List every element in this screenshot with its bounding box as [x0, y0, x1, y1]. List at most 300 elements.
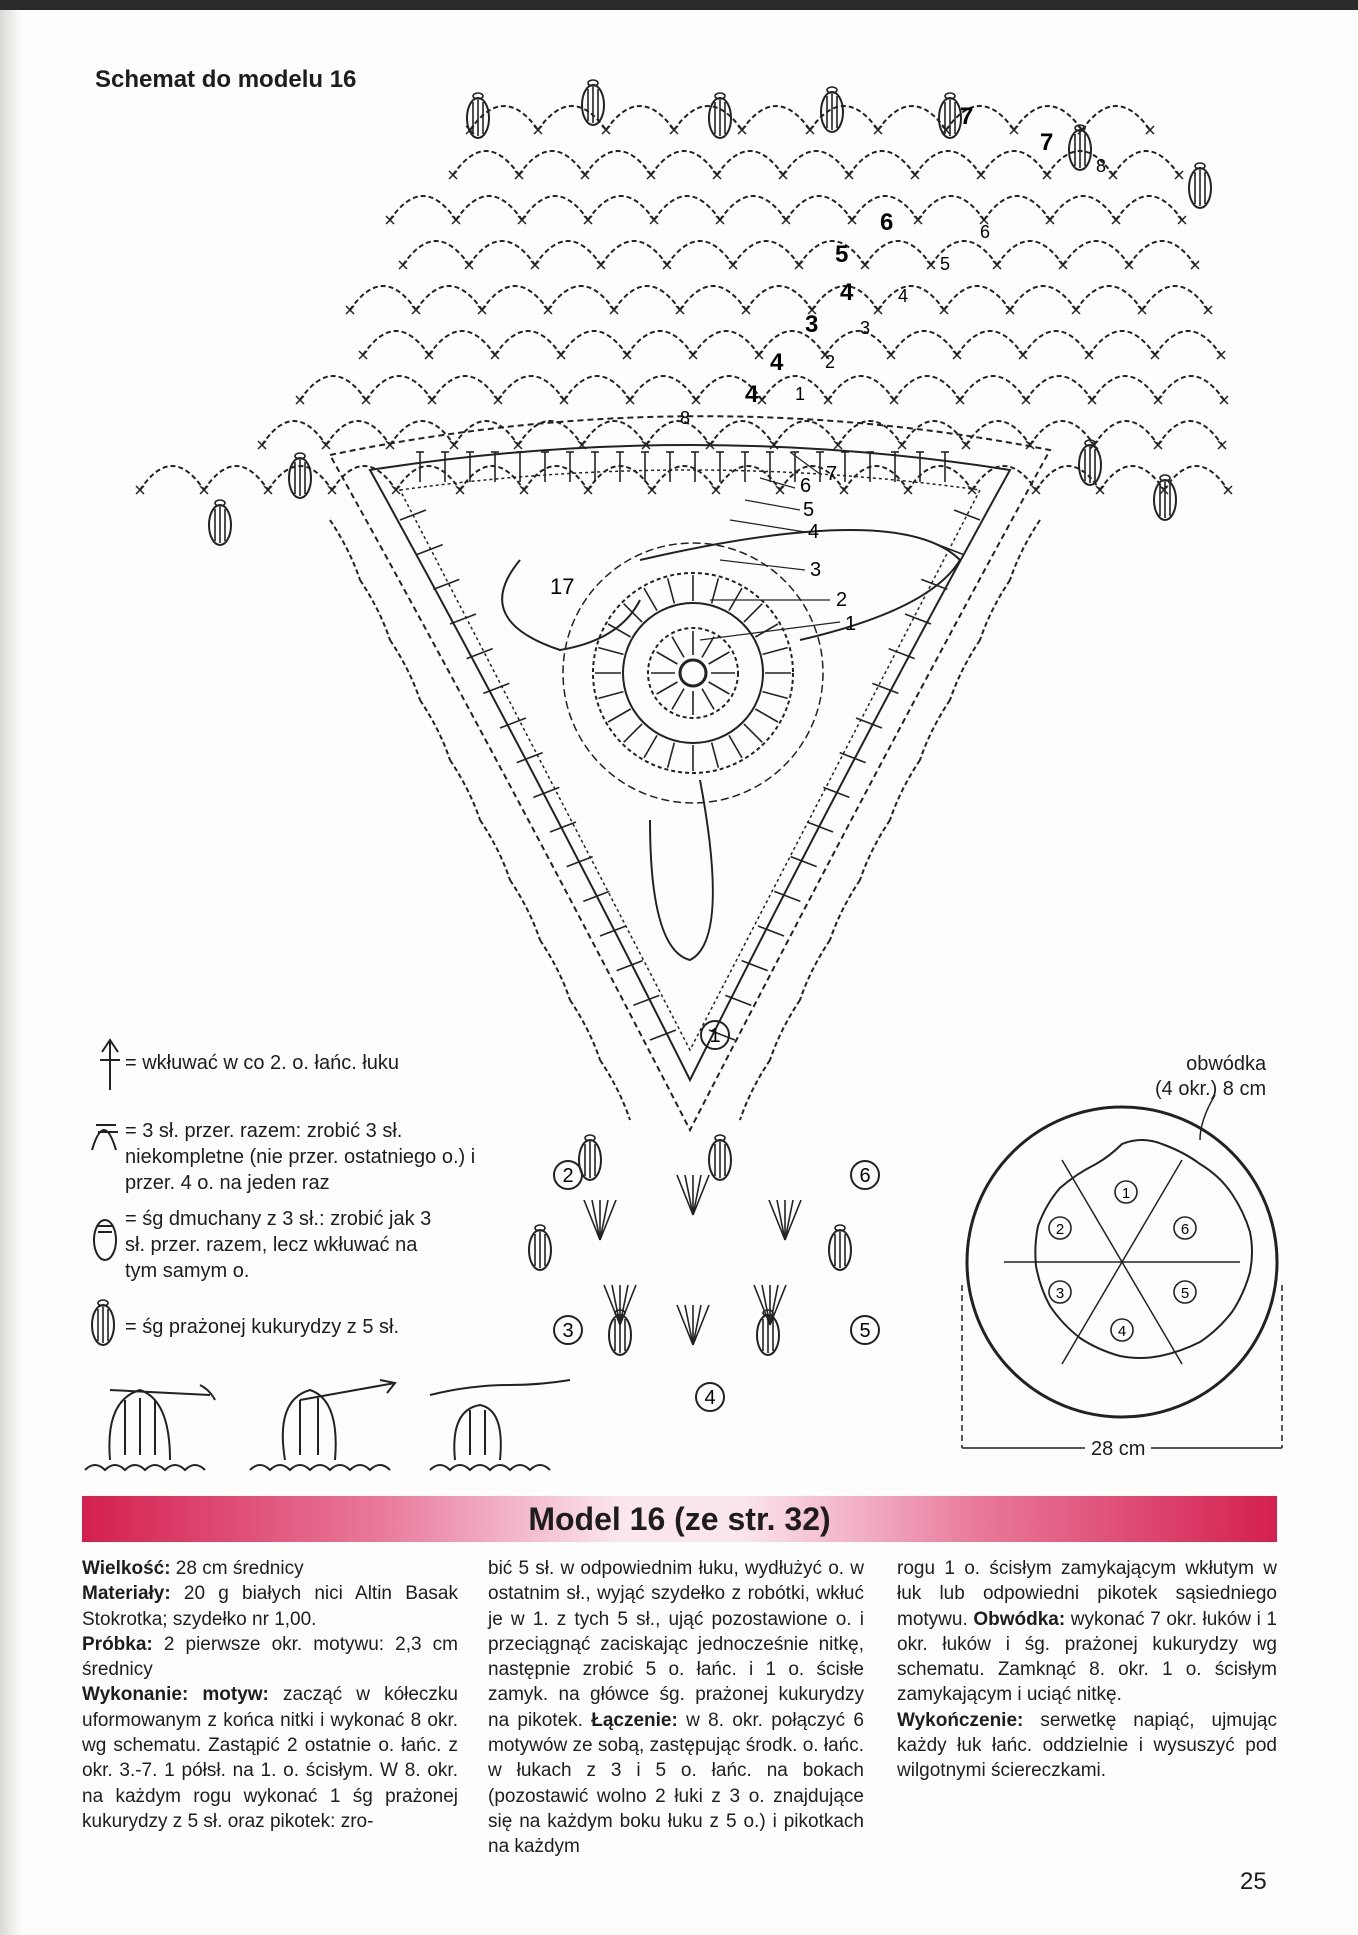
row-number: 4 — [770, 349, 784, 376]
single-crochet-mark — [399, 261, 407, 269]
chain-arc — [849, 151, 915, 175]
single-crochet-mark — [557, 351, 565, 359]
single-crochet-mark — [412, 306, 420, 314]
chain-arc — [957, 331, 1023, 355]
motif-number-marker — [696, 1383, 724, 1411]
single-crochet-mark — [676, 306, 684, 314]
chain-arc — [432, 376, 498, 400]
sample-label: Próbka: — [82, 1633, 153, 1655]
single-crochet-mark — [392, 486, 400, 494]
chain-arc — [482, 286, 548, 310]
single-crochet-mark — [742, 306, 750, 314]
center-spoke — [702, 689, 714, 710]
chain-arc — [561, 331, 627, 355]
fan-stitch — [584, 1200, 600, 1240]
work-paragraph-cont — [488, 1556, 864, 1860]
join-value-cont: rogu 1 o. ścisłym zamykającym wkłutym w łuk lub odpowiedni pikotek sąsiedniego motywu. — [897, 1558, 1277, 1630]
chain-arc — [960, 376, 1026, 400]
popcorn-stitch — [582, 80, 604, 125]
single-crochet-mark — [758, 396, 766, 404]
chain-arc — [1050, 196, 1116, 220]
center-spoke — [657, 682, 678, 694]
chain-arc — [396, 466, 460, 490]
chain-arc — [1082, 106, 1150, 130]
legend-item-3dc-together: = 3 sł. przer. razem: zrobić 3 sł. niekompletne (nie przer. ostatniego o.) i przer. 4 o. na jeden raz — [125, 1120, 476, 1194]
single-crochet-mark — [840, 486, 848, 494]
legend-item-popcorn: = śg prażonej kukurydzy z 5 sł. — [125, 1316, 400, 1338]
chain-arc — [980, 580, 1010, 640]
row-number: 3 — [860, 318, 871, 338]
chain-arc — [522, 196, 588, 220]
motif-number-marker — [701, 1021, 729, 1049]
inset-schematic — [962, 1095, 1282, 1448]
single-crochet-mark — [136, 486, 144, 494]
chain-arc — [614, 286, 680, 310]
round-stitch — [668, 743, 675, 768]
work-paragraph — [82, 1682, 458, 1834]
fan-stitch — [685, 1175, 693, 1215]
schema-title: Schemat do modelu 16 — [95, 66, 357, 93]
chain-arc — [1026, 376, 1092, 400]
round-stitch — [598, 692, 623, 699]
single-crochet-mark — [428, 396, 436, 404]
single-crochet-mark — [491, 351, 499, 359]
chain-arc — [1076, 286, 1142, 310]
single-crochet-mark — [914, 216, 922, 224]
chain-arc — [651, 151, 717, 175]
chain-arc — [390, 196, 456, 220]
round-stitch — [644, 588, 657, 611]
single-crochet-mark — [200, 486, 208, 494]
inset-width-label: 28 cm — [1085, 1438, 1151, 1461]
round-stitch — [598, 648, 623, 655]
single-crochet-mark — [887, 351, 895, 359]
single-crochet-mark — [650, 216, 658, 224]
instructions-column-3 — [897, 1556, 1277, 1784]
svg-text:5: 5 — [1180, 1285, 1190, 1302]
single-crochet-mark — [927, 261, 935, 269]
chain-arc — [1023, 331, 1089, 355]
single-crochet-mark — [647, 171, 655, 179]
popcorn-stitch — [757, 1310, 779, 1355]
chain-arc — [1142, 286, 1208, 310]
single-crochet-mark — [1146, 126, 1154, 134]
single-crochet-mark — [560, 396, 568, 404]
svg-text:6: 6 — [1180, 1221, 1190, 1238]
double-crochet-stitch — [954, 510, 980, 520]
size-value: 28 cm średnicy — [170, 1558, 304, 1579]
single-crochet-mark — [898, 441, 906, 449]
chain-arc — [680, 286, 746, 310]
single-crochet-mark — [1019, 351, 1027, 359]
chain-arc — [1010, 520, 1040, 580]
single-crochet-mark — [712, 486, 720, 494]
round-stitch — [729, 588, 742, 611]
row-number: 4 — [840, 279, 854, 306]
chain-arc — [480, 820, 510, 880]
join-paragraph-cont — [897, 1556, 1277, 1708]
materials-paragraph — [82, 1581, 458, 1632]
center-spoke — [709, 652, 730, 664]
center-spoke — [672, 689, 684, 710]
single-crochet-mark — [776, 486, 784, 494]
chain-arc — [1030, 421, 1094, 445]
single-crochet-mark — [597, 261, 605, 269]
single-crochet-mark — [713, 171, 721, 179]
single-crochet-mark — [1072, 306, 1080, 314]
fan-stitch — [693, 1175, 709, 1215]
svg-text:2: 2 — [1055, 1221, 1065, 1238]
single-crochet-mark — [670, 126, 678, 134]
chain-arc — [564, 376, 630, 400]
chain-arc — [654, 196, 720, 220]
single-crochet-mark — [953, 351, 961, 359]
single-crochet-mark — [738, 126, 746, 134]
chain-arc — [330, 520, 360, 580]
join-label: Łączenie: — [591, 1709, 678, 1731]
instructions-column-2 — [488, 1556, 864, 1860]
popcorn-stitch — [1069, 125, 1091, 170]
stitch-illustrations — [85, 1380, 570, 1470]
double-crochet-stitch — [758, 926, 784, 936]
chain-arc — [300, 376, 366, 400]
chain-arc — [495, 331, 561, 355]
chain-arc — [894, 376, 960, 400]
single-crochet-mark — [1191, 261, 1199, 269]
model-title: Model 16 (ze str. 32) — [528, 1501, 831, 1537]
chain-arc — [1063, 241, 1129, 265]
svg-text:3: 3 — [1055, 1285, 1065, 1302]
popcorn-stitch — [209, 500, 231, 545]
leaf-loop-bottom — [650, 780, 713, 960]
single-crochet-mark — [689, 351, 697, 359]
row-number: 3 — [810, 559, 822, 581]
chain-arc — [915, 151, 981, 175]
single-crochet-mark — [296, 396, 304, 404]
fan-stitch — [620, 1285, 636, 1325]
fan-stitch — [769, 1200, 785, 1240]
single-crochet-mark — [993, 261, 1001, 269]
chain-arc — [799, 241, 865, 265]
single-crochet-mark — [544, 306, 552, 314]
border-label: Obwódka: — [973, 1608, 1066, 1630]
single-crochet-mark — [1043, 171, 1051, 179]
single-crochet-mark — [610, 306, 618, 314]
round-stitch — [729, 735, 742, 758]
fan-stitch — [600, 1200, 616, 1240]
chain-arc — [1158, 376, 1224, 400]
chain-arc — [469, 241, 535, 265]
chain-arc — [865, 241, 931, 265]
motif-triangle-outer — [330, 416, 1050, 1130]
round-stitch — [763, 648, 788, 655]
motif-number-marker — [554, 1161, 582, 1189]
work-value: zacząć w kółeczku uformowanym z końca nitki i wykonać 8 okr. wg schematu. Zastąpić 2 ostatnie o. łańc. z okr. 3.-7. 1 półsł. na 1. o. ścisłym. W 8. okr. na każdym rogu wykonać 1 śg prażonej kukurydzy z 5 sł. oraz pikotek: zro- — [82, 1684, 458, 1832]
fan-stitch — [677, 1175, 693, 1215]
row-number: 8 — [680, 408, 691, 428]
size-label: Wielkość: — [82, 1558, 171, 1579]
single-crochet-mark — [1178, 216, 1186, 224]
round-stitch — [744, 604, 762, 622]
row-number: 4 — [808, 521, 820, 543]
chain-arc — [770, 1000, 800, 1060]
fan-stitch — [604, 1285, 620, 1325]
chain-arc — [1092, 376, 1158, 400]
single-crochet-mark — [452, 216, 460, 224]
chain-arc — [908, 466, 972, 490]
chain-arc — [646, 421, 710, 445]
motif-number-marker — [851, 1316, 879, 1344]
single-crochet-mark — [1204, 306, 1212, 314]
fan-stitch — [693, 1175, 701, 1215]
chain-arc — [332, 466, 396, 490]
row-number: 7 — [826, 463, 838, 485]
popcorn-stitch — [709, 93, 731, 138]
chain-arc — [366, 376, 432, 400]
row-number: 5 — [803, 499, 815, 521]
chain-arc — [890, 760, 920, 820]
inset-motif-number — [1111, 1319, 1133, 1341]
chain-arc — [786, 196, 852, 220]
chain-arc — [891, 331, 957, 355]
svg-text:6: 6 — [859, 1165, 871, 1187]
inset-motif-number — [1049, 1281, 1071, 1303]
chain-arc — [742, 106, 810, 130]
chain-arc — [535, 241, 601, 265]
chain-arc — [946, 106, 1014, 130]
round-stitch — [668, 578, 675, 603]
single-crochet-mark — [584, 486, 592, 494]
round-stitch — [763, 692, 788, 699]
row-number: 2 — [825, 352, 836, 372]
single-crochet-mark — [450, 441, 458, 449]
chain-arc — [540, 940, 570, 1000]
single-crochet-mark — [1059, 261, 1067, 269]
single-crochet-mark — [465, 261, 473, 269]
chain-arc — [783, 151, 849, 175]
single-crochet-mark — [1151, 351, 1159, 359]
chain-arc — [950, 640, 980, 700]
finish-label: Wykończenie: — [897, 1709, 1024, 1731]
chain-arc — [878, 286, 944, 310]
single-crochet-mark — [328, 486, 336, 494]
single-crochet-mark — [874, 306, 882, 314]
inset-motif-number — [1174, 1217, 1196, 1239]
single-crochet-mark — [1125, 261, 1133, 269]
popcorn-stitch — [1189, 163, 1211, 208]
row-number: 5 — [835, 241, 849, 268]
single-crochet-mark — [386, 216, 394, 224]
chain-arc — [740, 1060, 770, 1120]
finish-value: serwetkę napiąć, ujmując każdy łuk łańc. oddzielnie i wysuszyć pod wilgotnymi ściereczkami. — [897, 1709, 1277, 1782]
motif-triangle-mid — [400, 470, 980, 1050]
single-crochet-mark — [449, 171, 457, 179]
chain-arc — [453, 151, 519, 175]
fan-stitch — [685, 1305, 693, 1345]
single-crochet-mark — [518, 216, 526, 224]
single-crochet-mark — [648, 486, 656, 494]
row-number: 3 — [805, 311, 819, 338]
inset-motif-number — [1049, 1217, 1071, 1239]
chain-arc — [828, 376, 894, 400]
row-number: 7 — [1040, 129, 1054, 156]
motif-number-marker — [851, 1161, 879, 1189]
chain-arc — [830, 880, 860, 940]
center-spoke — [709, 682, 730, 694]
chain-arc — [984, 196, 1050, 220]
chain-arc — [606, 106, 674, 130]
chain-arc — [1113, 151, 1179, 175]
single-crochet-mark — [346, 306, 354, 314]
chain-arc — [1155, 331, 1221, 355]
chain-arc — [350, 286, 416, 310]
single-crochet-mark — [362, 396, 370, 404]
inset-motif-number — [1174, 1281, 1196, 1303]
double-crochet-stitch — [517, 753, 543, 763]
popcorn-stitch — [1079, 440, 1101, 485]
round-stitch — [624, 724, 642, 742]
row-number: 2 — [836, 589, 848, 611]
single-crochet-mark — [1217, 351, 1225, 359]
chain-arc — [710, 421, 774, 445]
chain-arc — [582, 421, 646, 445]
row-number: 8 — [1096, 156, 1107, 176]
single-crochet-mark — [692, 396, 700, 404]
popcorn-stitch — [609, 1310, 631, 1355]
inset-motif-number — [1115, 1181, 1137, 1203]
chain-arc — [326, 421, 390, 445]
single-crochet-mark — [1224, 486, 1232, 494]
double-crochet-stitch — [650, 1030, 676, 1040]
single-crochet-mark — [1088, 396, 1096, 404]
chain-arc — [1129, 241, 1195, 265]
single-crochet-mark — [1154, 441, 1162, 449]
instructions-column-1 — [82, 1556, 458, 1834]
single-crochet-mark — [1046, 216, 1054, 224]
chain-arc — [997, 241, 1063, 265]
chain-arc — [585, 151, 651, 175]
materials-value: 20 g białych nici Altin Basak Stokrotka; szydełko nr 1,00. — [82, 1583, 458, 1630]
single-crochet-mark — [456, 486, 464, 494]
chain-arc — [902, 421, 966, 445]
chain-arc — [140, 466, 204, 490]
legend-item-puff-stitch: = śg dmuchany z 3 sł.: zrobić jak 3 sł. przer. razem, lecz wkłuwać na tym samym o. — [125, 1208, 432, 1282]
single-crochet-mark — [1112, 216, 1120, 224]
fan-stitch — [693, 1305, 709, 1345]
single-crochet-mark — [581, 171, 589, 179]
single-crochet-mark — [514, 441, 522, 449]
chain-arc — [844, 466, 908, 490]
single-crochet-mark — [359, 351, 367, 359]
svg-text:5: 5 — [859, 1320, 871, 1342]
single-crochet-mark — [322, 441, 330, 449]
single-crochet-mark — [264, 486, 272, 494]
single-crochet-mark — [1096, 486, 1104, 494]
page-number: 25 — [1240, 1868, 1267, 1895]
single-crochet-mark — [911, 171, 919, 179]
single-crochet-mark — [779, 171, 787, 179]
single-crochet-mark — [729, 261, 737, 269]
chain-arc — [470, 106, 538, 130]
chain-arc — [518, 421, 582, 445]
popcorn-stitch — [829, 1225, 851, 1270]
single-crochet-mark — [1138, 306, 1146, 314]
single-crochet-mark — [425, 351, 433, 359]
chain-arc — [524, 466, 588, 490]
single-crochet-mark — [890, 396, 898, 404]
round-stitch — [712, 743, 719, 768]
popcorn-stitch — [709, 1135, 731, 1180]
round-stitch — [755, 709, 778, 722]
single-crochet-mark — [584, 216, 592, 224]
round-stitch — [644, 735, 657, 758]
svg-text:4: 4 — [704, 1387, 716, 1409]
chain-arc — [981, 151, 1047, 175]
single-crochet-mark — [1032, 486, 1040, 494]
chain-arc — [627, 331, 693, 355]
chain-arc — [262, 421, 326, 445]
chain-arc — [548, 286, 614, 310]
fan-stitch — [600, 1200, 608, 1240]
chain-arc — [450, 760, 480, 820]
single-crochet-mark — [940, 306, 948, 314]
single-crochet-mark — [623, 351, 631, 359]
row-number: 4 — [745, 381, 759, 408]
row-number: 1 — [795, 384, 806, 404]
join-value: w 8. okr. połączyć 6 motywów ze sobą, zastępując środk. o. łańc. w łukach z 3 i 5 o. łańc. na bokach (pozostawić wolno 2 łuki z 3 o. znajdujące się na każdym boku łuku z 5 o.) i pikotkach na każdym — [488, 1709, 864, 1858]
single-crochet-mark — [962, 441, 970, 449]
chain-arc — [860, 820, 890, 880]
single-crochet-mark — [904, 486, 912, 494]
chain-arc — [510, 880, 540, 940]
single-crochet-mark — [795, 261, 803, 269]
row-number: 1 — [845, 613, 857, 635]
chain-arc — [363, 331, 429, 355]
work-label: Wykonanie: motyw: — [82, 1684, 269, 1706]
single-crochet-mark — [861, 261, 869, 269]
single-crochet-mark — [1220, 396, 1228, 404]
chain-arc — [800, 940, 830, 1000]
row-number: 6 — [800, 475, 812, 497]
single-crochet-mark — [824, 396, 832, 404]
double-crochet-stitch — [417, 545, 443, 555]
single-crochet-mark — [1109, 171, 1117, 179]
single-crochet-mark — [520, 486, 528, 494]
fan-stitch — [677, 1305, 693, 1345]
chain-arc — [456, 196, 522, 220]
single-crochet-mark — [602, 126, 610, 134]
single-crochet-mark — [782, 216, 790, 224]
double-crochet-stitch — [856, 718, 882, 728]
inset-caption-line1: obwódka — [1186, 1053, 1267, 1075]
chain-arc — [519, 151, 585, 175]
single-crochet-mark — [1218, 441, 1226, 449]
chain-arc — [1158, 421, 1222, 445]
popcorn-stitch — [467, 93, 489, 138]
center-spoke — [657, 652, 678, 664]
popcorn-stitch — [821, 87, 843, 132]
single-crochet-mark — [626, 396, 634, 404]
motif-triangle-inner — [370, 445, 1010, 1080]
model-banner — [82, 1496, 1277, 1542]
chain-arc — [774, 421, 838, 445]
chain-arc — [920, 700, 950, 760]
round-stitch — [744, 724, 762, 742]
fan-stitch — [777, 1200, 785, 1240]
single-crochet-mark — [1160, 486, 1168, 494]
chain-arc — [601, 241, 667, 265]
chain-arc — [403, 241, 469, 265]
